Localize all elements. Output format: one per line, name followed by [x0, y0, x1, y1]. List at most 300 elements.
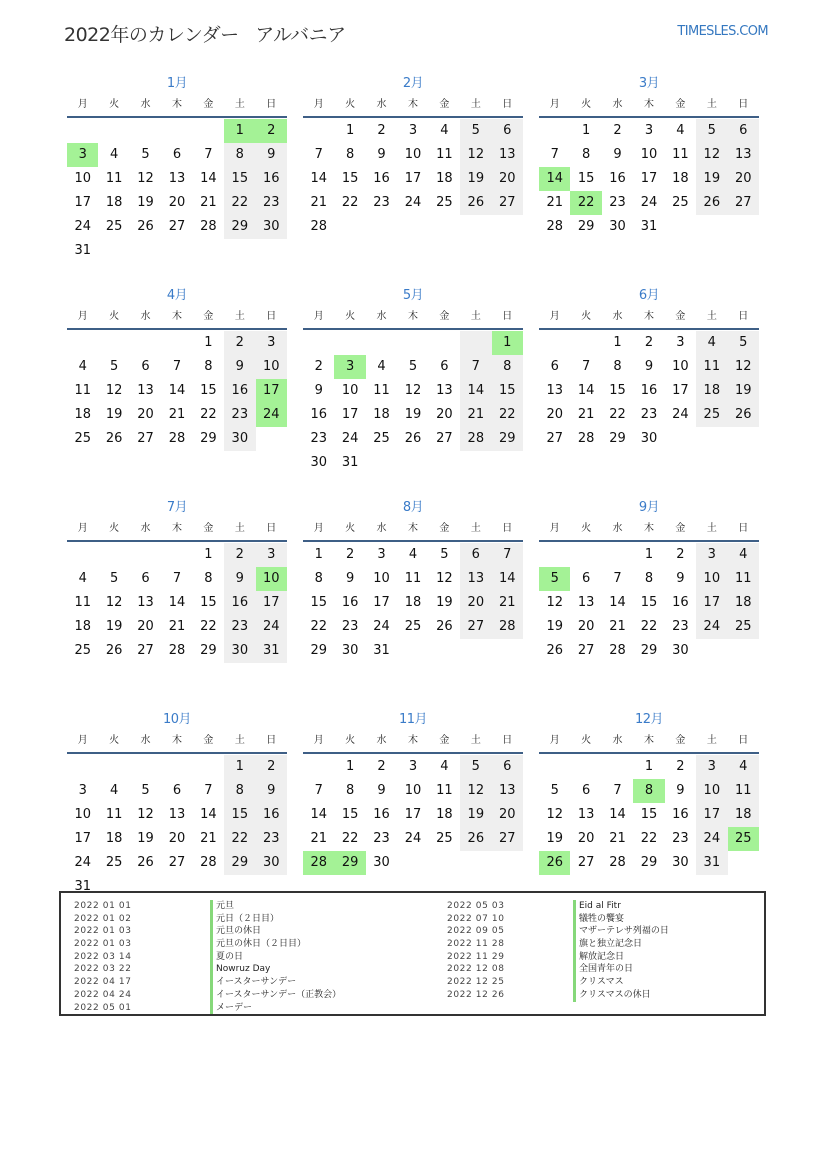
day-cell: 28	[303, 851, 334, 875]
day-cell: 7	[314, 783, 323, 798]
day-cell: 15	[224, 167, 255, 191]
day-cell: 6	[172, 783, 182, 798]
month-title: 10月	[162, 712, 192, 727]
day-cell: 6	[460, 543, 491, 567]
weekday-header	[539, 306, 759, 330]
day-cell: 21	[168, 407, 186, 422]
day-cell: 10	[256, 567, 287, 591]
day-cell: 8	[204, 359, 213, 374]
day-cell: 23	[256, 827, 287, 851]
holiday-name: 元旦の休日	[210, 925, 341, 938]
weekday-label: 金	[675, 523, 686, 534]
weekday-label: 金	[203, 735, 214, 746]
holiday-name: メーデー	[210, 1002, 341, 1015]
day-cell: 18	[728, 803, 759, 827]
day-cell: 5	[408, 359, 418, 374]
day-cell: 16	[310, 407, 327, 422]
day-cell: 10	[696, 779, 727, 803]
weekday-label: 火	[345, 99, 356, 110]
day-cell: 31	[640, 219, 658, 234]
weekday-label: 月	[313, 735, 324, 746]
day-cell: 19	[105, 619, 123, 634]
empty-cell	[161, 331, 192, 355]
day-cell: 16	[640, 383, 658, 398]
day-cell: 11	[105, 171, 123, 186]
day-cell: 24	[404, 195, 422, 210]
day-cell: 23	[672, 831, 689, 846]
day-cell: 19	[404, 407, 422, 422]
day-cell: 5	[550, 783, 559, 798]
day-cell: 6	[581, 783, 591, 798]
day-cell: 30	[609, 219, 626, 234]
day-cell: 14	[200, 171, 217, 186]
day-cell: 14	[200, 807, 217, 822]
day-cell: 12	[696, 143, 727, 167]
weekday-label: 月	[549, 523, 560, 534]
day-cell: 27	[436, 431, 453, 446]
days-grid	[67, 755, 287, 899]
day-cell: 6	[172, 147, 182, 162]
holiday-name: 犠牲の饗宴	[573, 913, 669, 926]
day-cell: 24	[373, 619, 390, 634]
holiday-dates-col-2	[447, 900, 505, 1002]
day-cell: 18	[672, 171, 689, 186]
weekday-label: 土	[234, 735, 245, 746]
day-cell: 28	[200, 219, 217, 234]
day-cell: 13	[168, 171, 186, 186]
month-title: 2月	[402, 76, 424, 91]
weekday-header	[67, 94, 287, 118]
day-cell: 16	[224, 591, 255, 615]
day-cell: 10	[404, 783, 422, 798]
empty-cell	[303, 119, 334, 143]
weekday-label: 日	[266, 99, 277, 110]
weekday-label: 土	[234, 99, 245, 110]
day-cell: 5	[460, 119, 491, 143]
day-cell: 7	[172, 359, 182, 374]
day-cell: 10	[74, 807, 91, 822]
day-cell: 14	[577, 383, 595, 398]
day-cell: 2	[377, 123, 386, 138]
day-cell: 9	[224, 355, 255, 379]
day-cell: 31	[373, 643, 390, 658]
day-cell: 8	[345, 147, 355, 162]
day-cell: 3	[256, 331, 287, 355]
day-cell: 11	[74, 383, 91, 398]
day-cell: 18	[74, 407, 91, 422]
day-cell: 19	[728, 379, 759, 403]
day-cell: 17	[404, 171, 422, 186]
weekday-label: 金	[203, 99, 214, 110]
day-cell: 2	[613, 123, 622, 138]
weekday-label: 金	[439, 99, 450, 110]
day-cell: 30	[373, 855, 390, 870]
day-cell: 29	[334, 851, 365, 875]
weekday-label: 水	[376, 99, 387, 110]
holiday-date: 2022 11 28	[447, 939, 505, 950]
weekday-label: 水	[140, 735, 151, 746]
weekday-label: 木	[643, 311, 654, 322]
weekday-label: 月	[549, 99, 560, 110]
empty-cell	[130, 543, 161, 567]
month-title: 6月	[638, 288, 660, 303]
day-cell: 27	[728, 191, 759, 215]
weekday-label: 日	[738, 99, 749, 110]
day-cell: 16	[341, 595, 359, 610]
empty-cell	[397, 331, 428, 355]
day-cell: 8	[224, 779, 255, 803]
day-cell: 13	[460, 567, 491, 591]
weekday-header	[303, 94, 523, 118]
day-cell: 25	[74, 643, 91, 658]
day-cell: 20	[492, 167, 523, 191]
day-cell: 16	[373, 807, 390, 822]
holiday-name: 旗と独立記念日	[573, 938, 669, 951]
holiday-date: 2022 03 14	[74, 951, 132, 962]
day-cell: 16	[609, 171, 626, 186]
day-cell: 13	[436, 383, 453, 398]
day-cell: 24	[74, 219, 91, 234]
weekday-label: 木	[643, 523, 654, 534]
day-cell: 2	[224, 331, 255, 355]
day-cell: 16	[672, 595, 689, 610]
day-cell: 10	[640, 147, 658, 162]
day-cell: 28	[310, 219, 327, 234]
day-cell: 22	[492, 403, 523, 427]
days-grid	[303, 755, 523, 875]
holiday-date: 2022 05 01	[74, 1002, 132, 1013]
empty-cell	[161, 755, 192, 779]
weekday-label: 木	[643, 735, 654, 746]
day-cell: 27	[577, 643, 595, 658]
day-cell: 13	[137, 383, 154, 398]
day-cell: 22	[341, 195, 359, 210]
holiday-date: 2022 04 24	[74, 989, 132, 1000]
day-cell: 27	[492, 191, 523, 215]
day-cell: 25	[728, 827, 759, 851]
day-cell: 29	[224, 851, 255, 875]
weekday-label: 火	[345, 311, 356, 322]
holiday-name: マザーテレサ列福の日	[573, 925, 669, 938]
day-cell: 23	[256, 191, 287, 215]
month-2	[303, 74, 523, 286]
day-cell: 22	[640, 619, 658, 634]
day-cell: 20	[492, 803, 523, 827]
empty-cell	[570, 755, 601, 779]
weekday-label: 土	[706, 735, 717, 746]
day-cell: 13	[492, 143, 523, 167]
weekday-label: 月	[313, 311, 324, 322]
day-cell: 9	[377, 783, 386, 798]
day-cell: 27	[137, 431, 154, 446]
day-cell: 20	[168, 195, 186, 210]
holiday-name: 元旦の休日（２日目）	[210, 938, 341, 951]
day-cell: 15	[577, 171, 595, 186]
day-cell: 6	[440, 359, 449, 374]
weekday-label: 日	[266, 735, 277, 746]
day-cell: 19	[105, 407, 123, 422]
day-cell: 8	[345, 783, 355, 798]
day-cell: 7	[204, 783, 213, 798]
days-grid	[539, 543, 759, 663]
weekday-label: 月	[77, 311, 88, 322]
weekday-label: 木	[407, 99, 418, 110]
day-cell: 7	[581, 359, 591, 374]
day-cell: 4	[696, 331, 727, 355]
day-cell: 31	[696, 851, 727, 875]
day-cell: 11	[105, 807, 123, 822]
day-cell: 9	[676, 571, 685, 586]
day-cell: 20	[546, 407, 563, 422]
weekday-label: 水	[140, 523, 151, 534]
day-cell: 17	[696, 591, 727, 615]
day-cell: 3	[334, 355, 365, 379]
empty-cell	[570, 331, 601, 355]
weekday-label: 水	[612, 735, 623, 746]
day-cell: 5	[728, 331, 759, 355]
day-cell: 11	[74, 595, 91, 610]
day-cell: 21	[492, 591, 523, 615]
day-cell: 31	[341, 455, 359, 470]
day-cell: 2	[676, 759, 685, 774]
day-cell: 4	[78, 359, 87, 374]
holiday-name: イースターサンデー（正教会）	[210, 989, 341, 1002]
day-cell: 21	[310, 831, 327, 846]
day-cell: 22	[570, 191, 601, 215]
holiday-list	[59, 891, 766, 1016]
empty-cell	[67, 543, 98, 567]
weekday-label: 木	[171, 311, 182, 322]
month-4	[67, 286, 287, 498]
holiday-name: 元旦	[210, 900, 341, 913]
day-cell: 21	[546, 195, 563, 210]
days-grid	[539, 119, 759, 239]
site-brand[interactable]: TIMESLES.COM	[677, 24, 768, 39]
day-cell: 25	[373, 431, 390, 446]
day-cell: 23	[373, 831, 390, 846]
day-cell: 4	[728, 755, 759, 779]
day-cell: 23	[224, 615, 255, 639]
month-9	[539, 498, 759, 710]
day-cell: 7	[550, 147, 559, 162]
weekday-label: 日	[738, 523, 749, 534]
weekday-label: 水	[612, 311, 623, 322]
day-cell: 29	[224, 215, 255, 239]
weekday-header	[303, 518, 523, 542]
day-cell: 5	[141, 783, 150, 798]
weekday-label: 金	[675, 311, 686, 322]
day-cell: 5	[460, 755, 491, 779]
day-cell: 22	[341, 831, 359, 846]
day-cell: 5	[109, 571, 119, 586]
empty-cell	[539, 755, 570, 779]
day-cell: 7	[204, 147, 213, 162]
weekday-label: 火	[109, 523, 120, 534]
day-cell: 8	[581, 147, 591, 162]
empty-cell	[98, 119, 129, 143]
day-cell: 6	[492, 119, 523, 143]
day-cell: 4	[440, 759, 449, 774]
day-cell: 22	[640, 831, 658, 846]
empty-cell	[98, 543, 129, 567]
day-cell: 18	[404, 595, 422, 610]
day-cell: 29	[609, 431, 626, 446]
day-cell: 11	[404, 571, 422, 586]
weekday-label: 金	[675, 99, 686, 110]
weekday-label: 金	[203, 523, 214, 534]
day-cell: 15	[200, 383, 217, 398]
day-cell: 10	[256, 355, 287, 379]
day-cell: 6	[581, 571, 591, 586]
holiday-name: 全国青年の日	[573, 963, 669, 976]
day-cell: 29	[200, 431, 217, 446]
day-cell: 14	[168, 595, 186, 610]
day-cell: 27	[492, 827, 523, 851]
day-cell: 7	[613, 783, 622, 798]
day-cell: 23	[672, 619, 689, 634]
day-cell: 12	[546, 807, 563, 822]
day-cell: 12	[137, 807, 154, 822]
month-title: 11月	[398, 712, 428, 727]
day-cell: 24	[74, 855, 91, 870]
day-cell: 8	[492, 355, 523, 379]
day-cell: 22	[310, 619, 327, 634]
day-cell: 17	[696, 803, 727, 827]
day-cell: 12	[460, 779, 491, 803]
day-cell: 3	[644, 123, 654, 138]
day-cell: 2	[256, 755, 287, 779]
day-cell: 27	[460, 615, 491, 639]
day-cell: 8	[633, 779, 664, 803]
day-cell: 12	[105, 595, 123, 610]
weekday-label: 木	[407, 523, 418, 534]
weekday-label: 火	[109, 735, 120, 746]
day-cell: 21	[460, 403, 491, 427]
weekday-label: 水	[140, 311, 151, 322]
day-cell: 20	[577, 831, 595, 846]
month-1	[67, 74, 287, 286]
empty-cell	[130, 755, 161, 779]
month-title: 4月	[166, 288, 188, 303]
day-cell: 23	[310, 431, 327, 446]
holiday-date: 2022 03 22	[74, 964, 132, 975]
day-cell: 21	[168, 619, 186, 634]
day-cell: 20	[728, 167, 759, 191]
day-cell: 25	[105, 855, 123, 870]
empty-cell	[67, 755, 98, 779]
weekday-header	[303, 730, 523, 754]
day-cell: 30	[672, 643, 689, 658]
weekday-label: 日	[502, 735, 513, 746]
days-grid	[67, 119, 287, 263]
day-cell: 8	[204, 571, 213, 586]
month-title: 7月	[166, 500, 188, 515]
day-cell: 18	[728, 591, 759, 615]
day-cell: 25	[436, 831, 453, 846]
empty-cell	[460, 331, 491, 355]
day-cell: 26	[105, 643, 123, 658]
day-cell: 30	[672, 855, 689, 870]
day-cell: 14	[609, 595, 626, 610]
page-title: 2022年のカレンダー アルバニア	[64, 24, 346, 46]
day-cell: 3	[676, 335, 685, 350]
day-cell: 9	[676, 783, 685, 798]
day-cell: 23	[640, 407, 658, 422]
day-cell: 16	[256, 167, 287, 191]
weekday-header	[539, 518, 759, 542]
day-cell: 21	[310, 195, 327, 210]
weekday-label: 土	[706, 311, 717, 322]
day-cell: 9	[345, 571, 355, 586]
day-cell: 20	[137, 407, 154, 422]
month-title: 3月	[638, 76, 660, 91]
weekday-label: 水	[376, 735, 387, 746]
day-cell: 17	[373, 595, 390, 610]
day-cell: 27	[546, 431, 563, 446]
day-cell: 3	[78, 783, 87, 798]
day-cell: 30	[256, 215, 287, 239]
day-cell: 20	[168, 831, 186, 846]
day-cell: 13	[577, 595, 595, 610]
day-cell: 12	[105, 383, 123, 398]
day-cell: 1	[644, 547, 654, 562]
day-cell: 17	[74, 195, 91, 210]
day-cell: 31	[74, 243, 91, 258]
day-cell: 17	[256, 379, 287, 403]
day-cell: 15	[310, 595, 327, 610]
day-cell: 30	[224, 427, 255, 451]
day-cell: 8	[644, 571, 654, 586]
weekday-label: 月	[549, 311, 560, 322]
weekday-label: 木	[407, 735, 418, 746]
day-cell: 8	[314, 571, 323, 586]
day-cell: 27	[168, 855, 186, 870]
weekday-header	[67, 306, 287, 330]
weekday-label: 土	[470, 735, 481, 746]
holiday-date: 2022 12 26	[447, 989, 505, 1000]
day-cell: 24	[640, 195, 658, 210]
day-cell: 27	[577, 855, 595, 870]
day-cell: 1	[492, 331, 523, 355]
day-cell: 10	[696, 567, 727, 591]
day-cell: 12	[728, 355, 759, 379]
day-cell: 3	[696, 755, 727, 779]
day-cell: 5	[440, 547, 449, 562]
day-cell: 8	[613, 359, 622, 374]
day-cell: 12	[460, 143, 491, 167]
day-cell: 28	[460, 427, 491, 451]
weekday-label: 水	[140, 99, 151, 110]
day-cell: 25	[672, 195, 689, 210]
holiday-date: 2022 01 03	[74, 939, 132, 950]
day-cell: 4	[109, 783, 119, 798]
days-grid	[539, 755, 759, 875]
day-cell: 29	[640, 855, 658, 870]
holiday-date: 2022 07 10	[447, 913, 505, 924]
day-cell: 5	[539, 567, 570, 591]
month-title: 12月	[634, 712, 664, 727]
day-cell: 29	[310, 643, 327, 658]
day-cell: 1	[345, 759, 355, 774]
weekday-label: 火	[581, 311, 592, 322]
day-cell: 6	[141, 359, 150, 374]
weekday-label: 土	[706, 99, 717, 110]
day-cell: 24	[256, 403, 287, 427]
weekday-label: 水	[612, 99, 623, 110]
day-cell: 15	[640, 595, 658, 610]
day-cell: 18	[696, 379, 727, 403]
holiday-date: 2022 01 02	[74, 913, 132, 924]
